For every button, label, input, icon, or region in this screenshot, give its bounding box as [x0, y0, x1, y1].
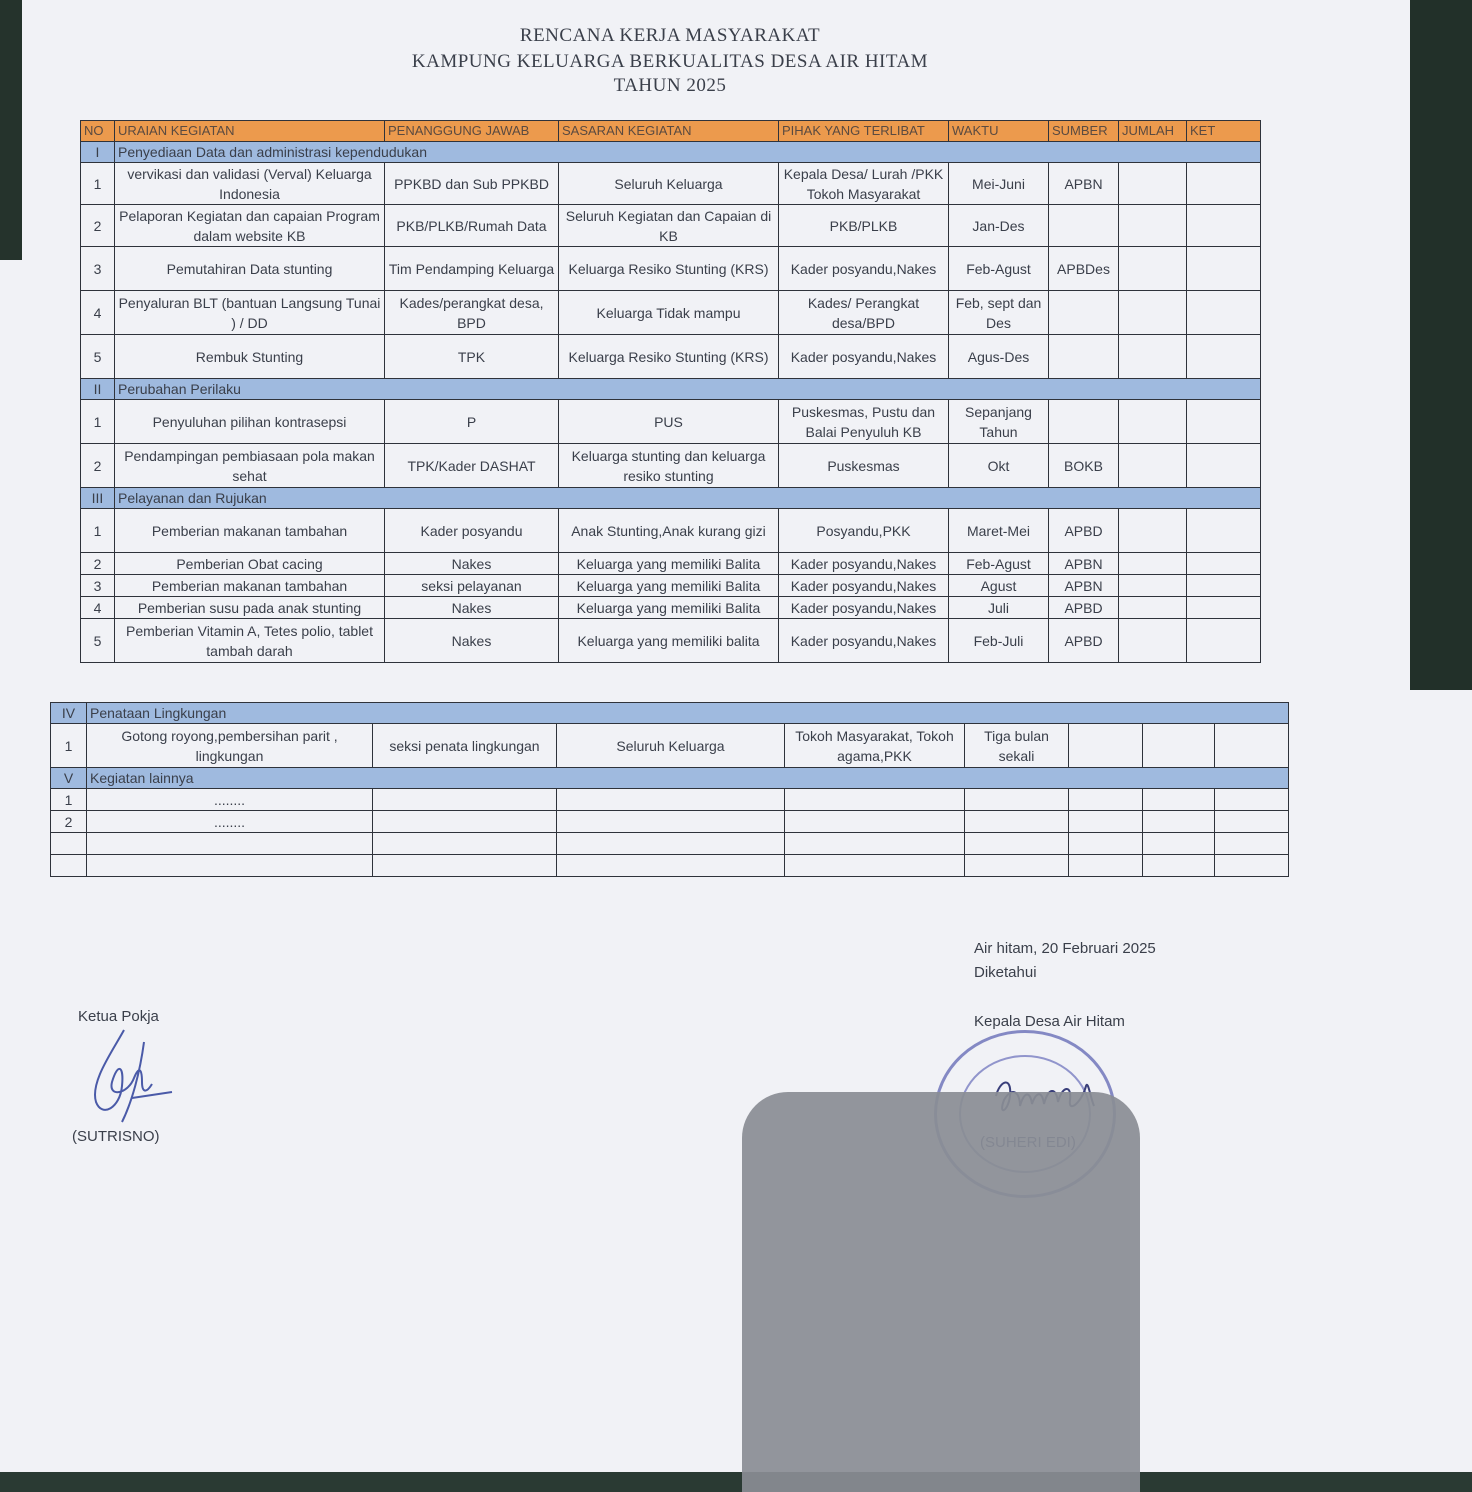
table-row [81, 509, 1261, 553]
cell-jumlah [1119, 163, 1187, 205]
cell-sasaran: Keluarga Resiko Stunting (KRS) [559, 247, 779, 291]
section-row [81, 379, 1261, 400]
section-title: Kegiatan lainnya [87, 768, 1289, 789]
cell-jumlah [1119, 400, 1187, 444]
cell-waktu: Feb-Juli [949, 619, 1049, 663]
col-header-jumlah: JUMLAH [1119, 121, 1187, 142]
left-signatory-name: (SUTRISNO) [72, 1128, 160, 1145]
cell-jumlah [1143, 833, 1215, 855]
cell-ket [1215, 724, 1289, 768]
cell-waktu [965, 789, 1069, 811]
cell-uraian: Gotong royong,pembersihan parit , lingkungan [87, 724, 373, 768]
cell-pj: Nakes [385, 553, 559, 575]
table-row [81, 335, 1261, 379]
cell-sumber: APBDes [1049, 247, 1119, 291]
cell-pj: Kades/perangkat desa, BPD [385, 291, 559, 335]
table-row [81, 400, 1261, 444]
cell-ket [1187, 205, 1261, 247]
cell-no: 5 [81, 619, 115, 663]
cell-jumlah [1119, 509, 1187, 553]
table-header-row [81, 121, 1261, 142]
table-row [81, 575, 1261, 597]
cell-sasaran: Keluarga yang memiliki Balita [559, 597, 779, 619]
cell-pihak: Kader posyandu,Nakes [779, 597, 949, 619]
section-number: III [81, 488, 115, 509]
cell-sumber: APBN [1049, 553, 1119, 575]
background-edge [1410, 0, 1472, 690]
cell-sasaran: Seluruh Keluarga [557, 724, 785, 768]
table-row [51, 789, 1289, 811]
section-row [81, 488, 1261, 509]
cell-uraian: Pelaporan Kegiatan dan capaian Program dalam website KB [115, 205, 385, 247]
cell-waktu: Feb, sept dan Des [949, 291, 1049, 335]
cell-sumber: APBD [1049, 619, 1119, 663]
cell-sasaran: Keluarga Resiko Stunting (KRS) [559, 335, 779, 379]
cell-ket [1187, 575, 1261, 597]
work-plan-table-continued [50, 702, 1289, 877]
cell-no: 4 [81, 291, 115, 335]
cell-jumlah [1143, 724, 1215, 768]
table-row [81, 553, 1261, 575]
col-header-sumber: SUMBER [1049, 121, 1119, 142]
right-signatory-role: Kepala Desa Air Hitam [974, 1013, 1125, 1030]
cell-uraian: ........ [87, 789, 373, 811]
cell-uraian: Pemutahiran Data stunting [115, 247, 385, 291]
cell-ket [1187, 291, 1261, 335]
background-strip [0, 0, 22, 260]
cell-uraian [87, 833, 373, 855]
cell-sumber: APBN [1049, 163, 1119, 205]
cell-ket [1187, 335, 1261, 379]
cell-jumlah [1119, 291, 1187, 335]
cell-waktu: Okt [949, 444, 1049, 488]
cell-uraian: Pemberian susu pada anak stunting [115, 597, 385, 619]
cell-waktu: Juli [949, 597, 1049, 619]
cell-waktu: Tiga bulan sekali [965, 724, 1069, 768]
cell-jumlah [1119, 553, 1187, 575]
cell-uraian: Pemberian Vitamin A, Tetes polio, tablet tambah darah [115, 619, 385, 663]
cell-pj: P [385, 400, 559, 444]
cell-jumlah [1119, 619, 1187, 663]
acknowledged-label: Diketahui [974, 964, 1037, 981]
cell-jumlah [1119, 205, 1187, 247]
cell-pihak: Kader posyandu,Nakes [779, 553, 949, 575]
col-header-sasaran: SASARAN KEGIATAN [559, 121, 779, 142]
cell-jumlah [1119, 597, 1187, 619]
cell-sumber: APBD [1049, 597, 1119, 619]
cell-pj [373, 811, 557, 833]
cell-sasaran: PUS [559, 400, 779, 444]
cell-sumber [1049, 400, 1119, 444]
cell-waktu [965, 833, 1069, 855]
section-number: IV [51, 703, 87, 724]
cell-no: 1 [81, 400, 115, 444]
cell-pj: Kader posyandu [385, 509, 559, 553]
table-row [81, 291, 1261, 335]
cell-no: 2 [81, 444, 115, 488]
cell-no: 2 [81, 553, 115, 575]
cell-no: 4 [81, 597, 115, 619]
cell-ket [1187, 163, 1261, 205]
cell-sasaran: Seluruh Kegiatan dan Capaian di KB [559, 205, 779, 247]
cell-pj: Nakes [385, 619, 559, 663]
cell-jumlah [1119, 335, 1187, 379]
cell-pihak [785, 833, 965, 855]
cell-pj: Tim Pendamping Keluarga [385, 247, 559, 291]
cell-pihak: Kades/ Perangkat desa/BPD [779, 291, 949, 335]
cell-waktu: Maret-Mei [949, 509, 1049, 553]
cell-sumber [1069, 789, 1143, 811]
cell-no: 1 [51, 724, 87, 768]
section-number: I [81, 142, 115, 163]
cell-sumber [1069, 811, 1143, 833]
cell-pj: Nakes [385, 597, 559, 619]
table-row [51, 833, 1289, 855]
cell-sumber: APBD [1049, 509, 1119, 553]
doc-title-line-2: KAMPUNG KELUARGA BERKUALITAS DESA AIR HITAM [411, 51, 929, 72]
cell-sasaran: Keluarga Tidak mampu [559, 291, 779, 335]
place-date: Air hitam, 20 Februari 2025 [974, 940, 1156, 957]
cell-waktu: Agus-Des [949, 335, 1049, 379]
table-row [51, 811, 1289, 833]
left-signature-icon [82, 1022, 182, 1128]
cell-no: 2 [51, 811, 87, 833]
cell-pj: TPK [385, 335, 559, 379]
cell-sumber [1049, 335, 1119, 379]
cell-pj: TPK/Kader DASHAT [385, 444, 559, 488]
cell-uraian: Pemberian makanan tambahan [115, 575, 385, 597]
cell-pihak [785, 811, 965, 833]
cell-uraian: Pemberian makanan tambahan [115, 509, 385, 553]
cell-waktu: Jan-Des [949, 205, 1049, 247]
section-number: V [51, 768, 87, 789]
table-row [81, 205, 1261, 247]
cell-waktu: Feb-Agust [949, 553, 1049, 575]
cell-sasaran [557, 833, 785, 855]
doc-title-line-1: RENCANA KERJA MASYARAKAT [519, 25, 821, 46]
cell-no [51, 833, 87, 855]
cell-pj [373, 789, 557, 811]
cell-uraian: vervikasi dan validasi (Verval) Keluarga Indonesia [115, 163, 385, 205]
cell-pihak: Posyandu,PKK [779, 509, 949, 553]
cell-pihak: Kader posyandu,Nakes [779, 247, 949, 291]
table-row [81, 163, 1261, 205]
table-row [51, 724, 1289, 768]
cell-ket [1215, 855, 1289, 877]
cell-uraian: Pemberian Obat cacing [115, 553, 385, 575]
cell-pj [373, 855, 557, 877]
section-row [51, 768, 1289, 789]
section-title: Penataan Lingkungan [87, 703, 1289, 724]
cell-pihak: Kader posyandu,Nakes [779, 575, 949, 597]
cell-uraian: Penyaluran BLT (bantuan Langsung Tunai ) / DD [115, 291, 385, 335]
cell-uraian: ........ [87, 811, 373, 833]
cell-sumber [1049, 205, 1119, 247]
cell-no: 1 [81, 163, 115, 205]
section-row [81, 142, 1261, 163]
table-row [81, 444, 1261, 488]
cell-pihak [785, 855, 965, 877]
cell-no: 5 [81, 335, 115, 379]
cell-waktu: Mei-Juni [949, 163, 1049, 205]
cell-jumlah [1119, 247, 1187, 291]
cell-sasaran [557, 789, 785, 811]
cell-ket [1187, 444, 1261, 488]
cell-waktu [965, 855, 1069, 877]
cell-pihak: Puskesmas [779, 444, 949, 488]
cell-waktu: Feb-Agust [949, 247, 1049, 291]
cell-pihak: Tokoh Masyarakat, Tokoh agama,PKK [785, 724, 965, 768]
cell-pj: seksi penata lingkungan [373, 724, 557, 768]
cell-no [51, 855, 87, 877]
cell-pihak: Kader posyandu,Nakes [779, 335, 949, 379]
cell-sasaran: Keluarga stunting dan keluarga resiko stunting [559, 444, 779, 488]
cell-ket [1187, 597, 1261, 619]
cell-sasaran: Keluarga yang memiliki balita [559, 619, 779, 663]
cell-ket [1215, 789, 1289, 811]
cell-uraian: Pendampingan pembiasaan pola makan sehat [115, 444, 385, 488]
cell-sasaran: Seluruh Keluarga [559, 163, 779, 205]
cell-pj: seksi pelayanan [385, 575, 559, 597]
cell-pihak: PKB/PLKB [779, 205, 949, 247]
cell-sasaran [557, 811, 785, 833]
cell-pihak: Kader posyandu,Nakes [779, 619, 949, 663]
cell-jumlah [1143, 789, 1215, 811]
cell-uraian: Rembuk Stunting [115, 335, 385, 379]
table-row [51, 855, 1289, 877]
cell-uraian [87, 855, 373, 877]
cell-sumber [1049, 291, 1119, 335]
cell-ket [1187, 619, 1261, 663]
doc-title-line-3: TAHUN 2025 [613, 75, 727, 96]
section-title: Perubahan Perilaku [115, 379, 1261, 400]
cell-sumber: BOKB [1049, 444, 1119, 488]
photo-shadow [742, 1092, 1140, 1492]
cell-pihak: Puskesmas, Pustu dan Balai Penyuluh KB [779, 400, 949, 444]
cell-sasaran [557, 855, 785, 877]
cell-jumlah [1143, 855, 1215, 877]
table-row [81, 247, 1261, 291]
cell-sasaran: Keluarga yang memiliki Balita [559, 575, 779, 597]
cell-no: 3 [81, 247, 115, 291]
cell-sasaran: Anak Stunting,Anak kurang gizi [559, 509, 779, 553]
cell-pihak [785, 789, 965, 811]
cell-sasaran: Keluarga yang memiliki Balita [559, 553, 779, 575]
cell-ket [1187, 509, 1261, 553]
col-header-no: NO [81, 121, 115, 142]
cell-pj: PKB/PLKB/Rumah Data [385, 205, 559, 247]
col-header-uraian: URAIAN KEGIATAN [115, 121, 385, 142]
cell-no: 3 [81, 575, 115, 597]
cell-pj [373, 833, 557, 855]
cell-sumber [1069, 855, 1143, 877]
col-header-pihak: PIHAK YANG TERLIBAT [779, 121, 949, 142]
cell-waktu: Sepanjang Tahun [949, 400, 1049, 444]
col-header-ket: KET [1187, 121, 1261, 142]
cell-uraian: Penyuluhan pilihan kontrasepsi [115, 400, 385, 444]
cell-ket [1187, 553, 1261, 575]
cell-sumber [1069, 833, 1143, 855]
work-plan-table-main [80, 120, 1261, 663]
cell-jumlah [1143, 811, 1215, 833]
cell-jumlah [1119, 575, 1187, 597]
section-title: Penyediaan Data dan administrasi kependudukan [115, 142, 1261, 163]
cell-ket [1187, 400, 1261, 444]
cell-pihak: Kepala Desa/ Lurah /PKK Tokoh Masyarakat [779, 163, 949, 205]
cell-waktu [965, 811, 1069, 833]
cell-pj: PPKBD dan Sub PPKBD [385, 163, 559, 205]
table-row [81, 619, 1261, 663]
section-number: II [81, 379, 115, 400]
table-row [81, 597, 1261, 619]
cell-ket [1215, 833, 1289, 855]
col-header-waktu: WAKTU [949, 121, 1049, 142]
cell-no: 1 [51, 789, 87, 811]
section-title: Pelayanan dan Rujukan [115, 488, 1261, 509]
cell-no: 1 [81, 509, 115, 553]
cell-jumlah [1119, 444, 1187, 488]
cell-no: 2 [81, 205, 115, 247]
section-row [51, 703, 1289, 724]
left-signatory-role: Ketua Pokja [78, 1008, 159, 1025]
cell-sumber: APBN [1049, 575, 1119, 597]
cell-waktu: Agust [949, 575, 1049, 597]
cell-ket [1187, 247, 1261, 291]
col-header-penanggung-jawab: PENANGGUNG JAWAB [385, 121, 559, 142]
cell-ket [1215, 811, 1289, 833]
cell-sumber [1069, 724, 1143, 768]
